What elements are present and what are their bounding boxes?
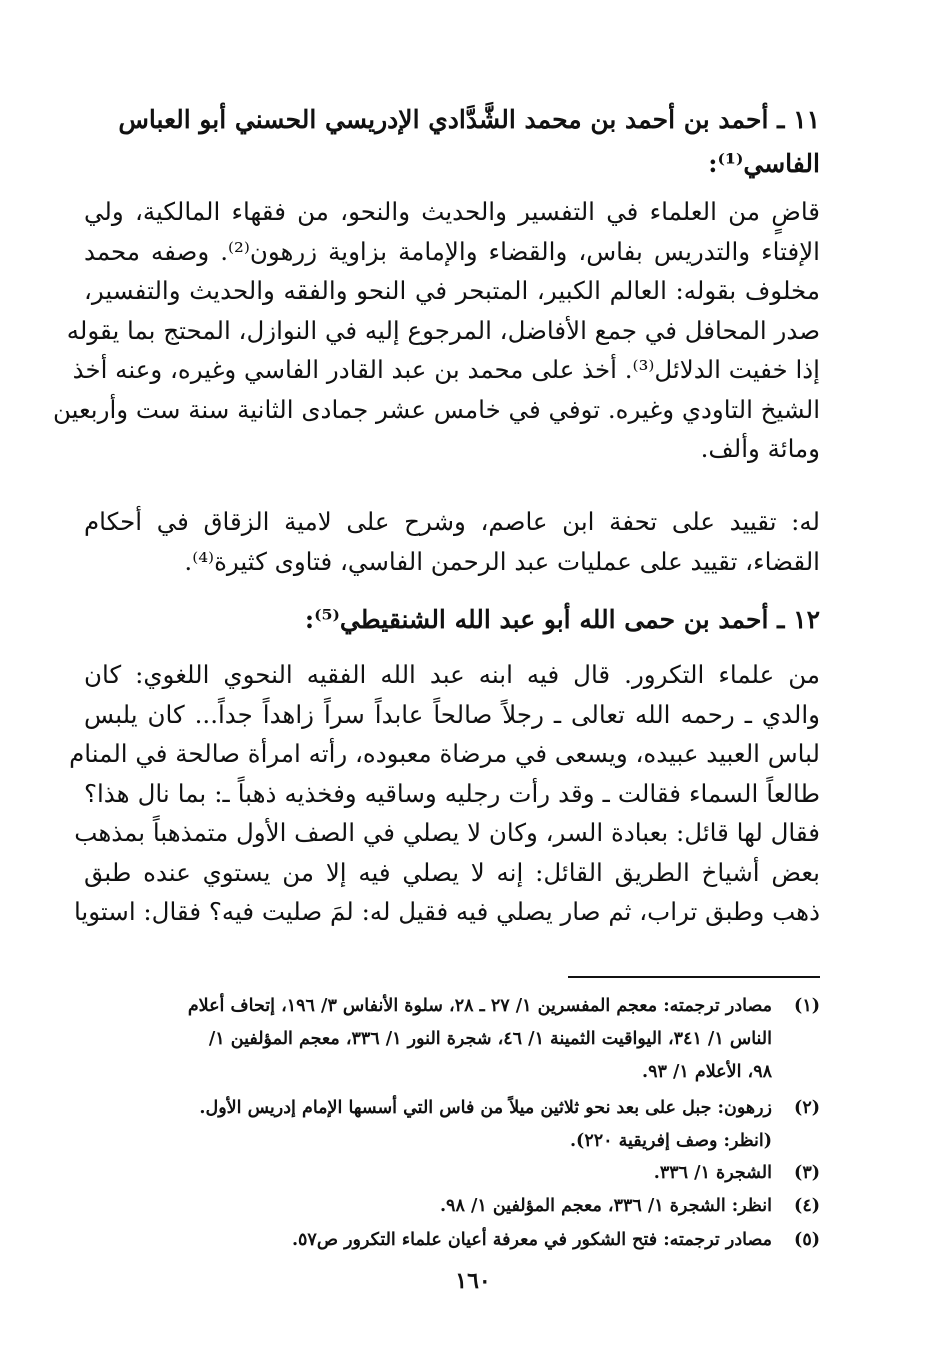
footnote-5 bbox=[84, 1224, 820, 1257]
text-line: القضاء، تقييد على عمليات عبد الرحمن الفاسي، فتاوى كثيرة⁽⁴⁾. bbox=[184, 546, 820, 576]
footnote-text: انظر: الشجرة ١/ ٣٣٦، معجم المؤلفين ١/ ٩٨. bbox=[439, 1196, 772, 1216]
footnote-text: مصادر ترجمته: فتح الشكور في معرفة أعيان علماء التكرور ص٥٧. bbox=[291, 1230, 772, 1250]
text-line: صدر المحافل في جمع الأفاضل، المرجوع إليه في النوازل، المحتج بما يقوله bbox=[66, 315, 820, 345]
text-line: قاضٍ من العلماء في التفسير والحديث والنحو، من فقهاء المالكية، ولي bbox=[84, 197, 820, 226]
footnote-number: (٥) bbox=[794, 1230, 820, 1250]
text-line: بعض أشياخ الطريق القائل: إنه لا يصلي فيه إلا من يستوي عنده طبق bbox=[84, 857, 820, 887]
footnote-text: ٩٨، الأعلام ١/ ٩٣. bbox=[641, 1062, 772, 1082]
entry-11-works bbox=[84, 502, 820, 581]
footnote-3 bbox=[84, 1157, 820, 1190]
entry-11-heading-line: ١١ ـ أحمد بن أحمد بن محمد الشَّدَّادي الإدريسي الحسني أبو العباس bbox=[118, 105, 820, 134]
text-line: طالعاً السماء فقالت ـ وقد رأت رجليه وساقيه وفخذيه ذهباً ـ: بما نال هذا؟ bbox=[84, 778, 820, 808]
text-line: الشيخ التاودي وغيره. توفي في خامس عشر جمادى الثانية سنة ست وأربعين bbox=[52, 394, 820, 424]
footnote-4 bbox=[84, 1190, 820, 1223]
footnote-1 bbox=[84, 990, 820, 1089]
text-line: والدي ـ رحمه الله تعالى ـ رجلاً صالحاً عابداً سراً زاهداً جداً... كان يلبس bbox=[84, 699, 820, 729]
entry-12-heading bbox=[84, 598, 820, 642]
footnote-number: (١) bbox=[794, 996, 820, 1016]
footnote-text: (انظر: وصف إفريقية ٢٢٠). bbox=[569, 1131, 772, 1151]
footnote-text: زرهون: جبل على بعد نحو ثلاثين ميلاً من فاس التي أسسها الإمام إدريس الأول. bbox=[199, 1098, 772, 1118]
footnote-text: الشجرة ١/ ٣٣٦. bbox=[653, 1163, 772, 1183]
footnote-number: (٤) bbox=[794, 1196, 820, 1216]
footnote-text: الناس ١/ ٣٤١، اليواقيت الثمينة ١/ ٤٦، شجرة النور ١/ ٣٣٦، معجم المؤلفين ١/ bbox=[208, 1029, 772, 1049]
entry-11-heading-line: الفاسي⁽¹⁾: bbox=[708, 149, 820, 178]
text-line: فقال لها قائل: بعبادة السر، وكان لا يصلي في الصف الأول متمذهباً بمذهب bbox=[74, 818, 820, 847]
footnote-text: مصادر ترجمته: معجم المفسرين ١/ ٢٧ ـ ٢٨، سلوة الأنفاس ٣/ ١٩٦، إتحاف أعلام bbox=[187, 996, 772, 1016]
footnote-separator bbox=[568, 976, 820, 978]
entry-12-heading-line: ١٢ ـ أحمد بن حمى الله أبو عبد الله الشنقيطي⁽⁵⁾: bbox=[304, 605, 820, 634]
text-line: له: تقييد على تحفة ابن عاصم، وشرح على لامية الزقاق في أحكام bbox=[84, 507, 820, 536]
text-line: ومائة وألف. bbox=[700, 434, 820, 463]
entry-11-heading bbox=[84, 98, 820, 186]
entry-12-biography bbox=[69, 655, 820, 932]
footnote-2 bbox=[84, 1092, 820, 1158]
text-line: من علماء التكرور. قال فيه ابنه عبد الله الفقيه النحوي اللغوي: كان bbox=[84, 660, 820, 689]
entry-11-biography bbox=[52, 192, 820, 469]
text-line: لباس العبيد عبيده، ويسعى في مرضاة معبوده، رأته امرأة صالحة في المنام bbox=[69, 739, 820, 768]
page-number: ١٦٠ bbox=[455, 1268, 491, 1294]
footnote-number: (٢) bbox=[794, 1098, 820, 1118]
text-line: ذهب وطبق تراب، ثم صار يصلي فيه فقيل له: لمَ صليت فيه؟ فقال: استويا bbox=[73, 897, 820, 926]
text-line: الإفتاء والتدريس بفاس، والقضاء والإمامة بزاوية زرهون⁽²⁾. وصفه محمد bbox=[84, 236, 820, 266]
text-line: إذا خفيت الدلائل⁽³⁾. أخذ على محمد بن عبد القادر الفاسي وغيره، وعنه أخذ bbox=[72, 355, 820, 384]
text-line: مخلوف بقوله: العالم الكبير، المتبحر في النحو والفقه والحديث والتفسير، bbox=[84, 276, 820, 305]
footnote-number: (٣) bbox=[794, 1163, 820, 1183]
